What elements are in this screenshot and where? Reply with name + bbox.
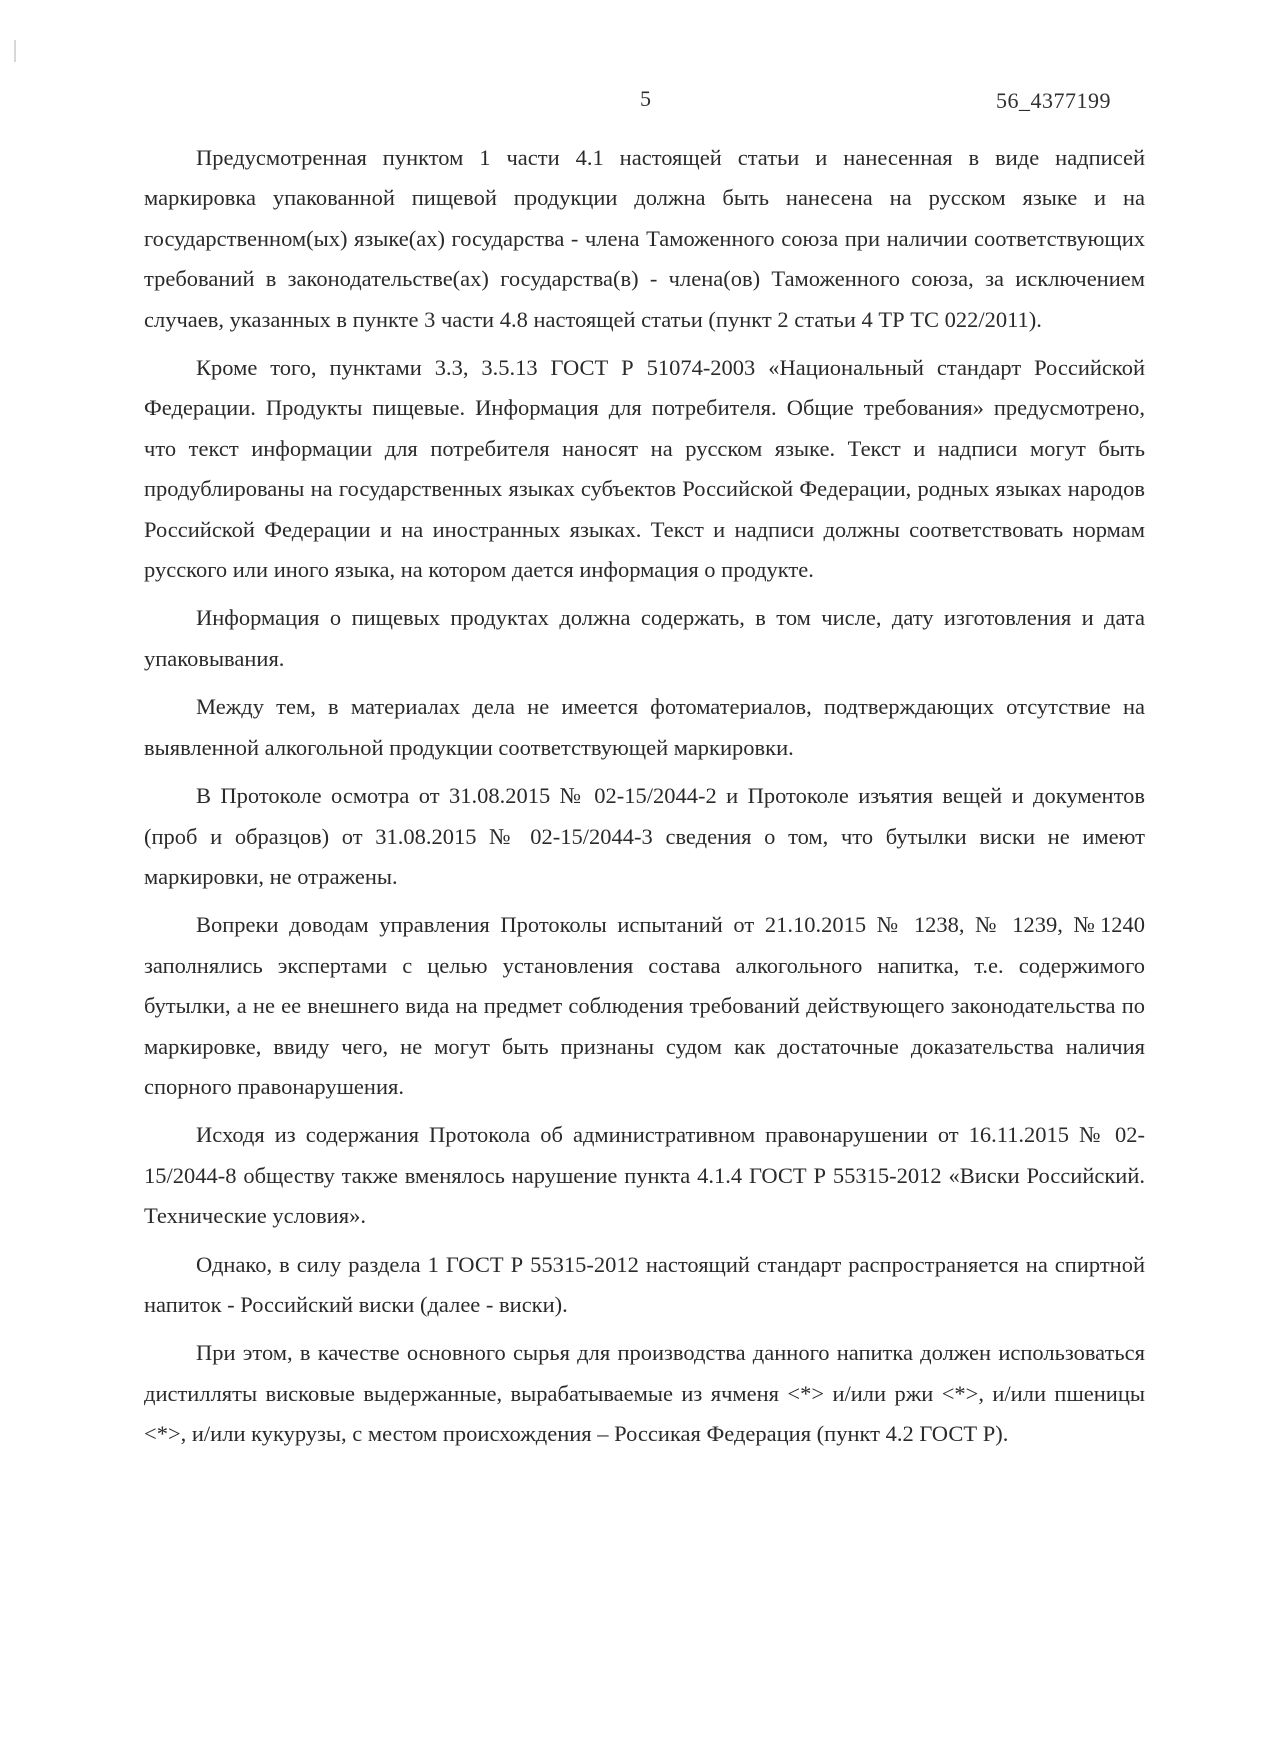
paragraph: Кроме того, пунктами 3.3, 3.5.13 ГОСТ Р 51074-2003 «Национальный стандарт Российской Федерации. Продукты пищевые. Информация для потребителя. Общие требования» предусмотрено, что текст информации для потребителя наносят на русском языке. Текст и надписи могут быть продублированы на государственных языках субъектов Российской Федерации, родных языках народов Российской Федерации и на иностранных языках. Текст и надписи должны соответствовать нормам русского или иного языка, на котором дается информация о продукте. <box>144 355 1145 583</box>
paragraph: Однако, в силу раздела 1 ГОСТ Р 55315-2012 настоящий стандарт распространяется на спиртной напиток - Российский виски (далее - виски). <box>144 1251 1145 1317</box>
paragraph: В Протоколе осмотра от 31.08.2015 № 02-15/2044-2 и Протоколе изъятия вещей и документов (проб и образцов) от 31.08.2015 № 02-15/2044-3 сведения о том, что бутылки виски не имеют маркировки, не отражены. <box>144 783 1145 889</box>
scan-artifact <box>14 40 16 62</box>
document-code: 56_4377199 <box>996 88 1111 113</box>
paragraph: Предусмотренная пунктом 1 части 4.1 настоящей статьи и нанесенная в виде надписей маркировка упакованной пищевой продукции должна быть нанесена на русском языке и на государственном(ых) языке(ах) государства - члена Таможенного союза при наличии соответствующих требований в законодательстве(ах) государства(в) - члена(ов) Таможенного союза, за исключением случаев, указанных в пункте 3 части 4.8 настоящей статьи (пункт 2 статьи 4 ТР ТС 022/2011). <box>144 145 1145 332</box>
paragraph: Вопреки доводам управления Протоколы испытаний от 21.10.2015 № 1238, № 1239, №1240 заполнялись экспертами с целью установления состава алкогольного напитка, т.е. содержимого бутылки, а не ее внешнего вида на предмет соблюдения требований действующего законодательства по маркировке, ввиду чего, не могут быть признаны судом как достаточные доказательства наличия спорного правонарушения. <box>144 912 1145 1099</box>
paragraph: При этом, в качестве основного сырья для производства данного напитка должен использоваться дистилляты висковые выдержанные, вырабатываемые из ячменя <*> и/или ржи <*>, и/или пшеницы <*>, и/или кукурузы, с местом происхождения – Россикая Федерация (пункт 4.2 ГОСТ Р). <box>144 1340 1145 1447</box>
paragraph: Информация о пищевых продуктах должна содержать, в том числе, дату изготовления и дата упаковывания. <box>144 605 1145 671</box>
page-number: 5 <box>640 86 651 111</box>
document-body <box>144 138 1145 1463</box>
paragraph: Между тем, в материалах дела не имеется фотоматериалов, подтверждающих отсутствие на выявленной алкогольной продукции соответствующей маркировки. <box>144 694 1145 760</box>
paragraph: Исходя из содержания Протокола об административном правонарушении от 16.11.2015 № 02-15/2044-8 обществу также вменялось нарушение пункта 4.1.4 ГОСТ Р 55315-2012 «Виски Российский. Технические условия». <box>144 1122 1145 1229</box>
